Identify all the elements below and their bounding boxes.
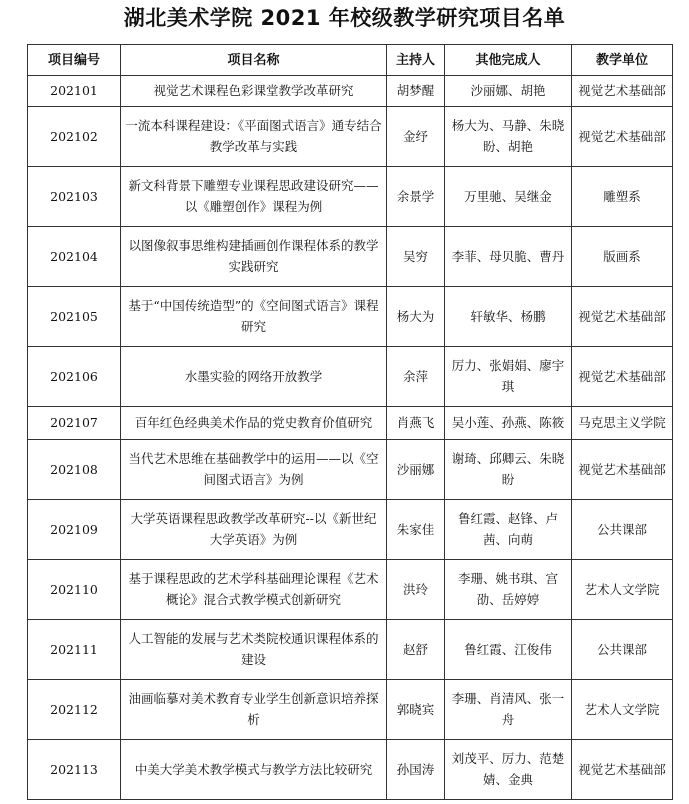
table-row: [28, 106, 673, 166]
project-name: 基于课程思政的艺术学科基础理论课程《艺术概论》混合式教学模式创新研究: [121, 559, 387, 619]
column-header-name: 项目名称: [121, 45, 387, 76]
table-row: [28, 226, 673, 286]
project-members: 沙丽娜、胡艳: [445, 76, 572, 107]
project-host: 郭晓宾: [387, 679, 445, 739]
project-name: 油画临摹对美术教育专业学生创新意识培养探析: [121, 679, 387, 739]
project-code: 202103: [28, 166, 121, 226]
project-code: 202109: [28, 499, 121, 559]
project-name: 当代艺术思维在基础教学中的运用——以《空间图式语言》为例: [121, 439, 387, 499]
project-name: 新文科背景下雕塑专业课程思政建设研究——以《雕塑创作》课程为例: [121, 166, 387, 226]
table-row: [28, 286, 673, 346]
page-title: 湖北美术学院 2021 年校级教学研究项目名单: [123, 6, 566, 30]
project-name: 人工智能的发展与艺术类院校通识课程体系的建设: [121, 619, 387, 679]
project-unit: 视觉艺术基础部: [572, 76, 673, 107]
project-members: 刘茂平、厉力、范楚婧、金典: [445, 739, 572, 799]
project-unit: 艺术人文学院: [572, 679, 673, 739]
table-row: [28, 439, 673, 499]
table-header-row: [28, 45, 673, 76]
project-host: 洪玲: [387, 559, 445, 619]
project-members: 鲁红霞、赵锋、卢茜、向萌: [445, 499, 572, 559]
project-host: 余萍: [387, 346, 445, 406]
project-members: 李菲、母贝脆、曹丹: [445, 226, 572, 286]
project-name: 基于“中国传统造型”的《空间图式语言》课程研究: [121, 286, 387, 346]
project-unit: 视觉艺术基础部: [572, 346, 673, 406]
project-members: 轩敏华、杨鹏: [445, 286, 572, 346]
project-unit: 公共课部: [572, 499, 673, 559]
project-code: 202110: [28, 559, 121, 619]
project-members: 谢琦、邱卿云、朱晓盼: [445, 439, 572, 499]
column-header-members: 其他完成人: [445, 45, 572, 76]
project-unit: 版画系: [572, 226, 673, 286]
project-code: 202105: [28, 286, 121, 346]
column-header-code: 项目编号: [28, 45, 121, 76]
project-name: 水墨实验的网络开放教学: [121, 346, 387, 406]
project-host: 杨大为: [387, 286, 445, 346]
table-row: [28, 619, 673, 679]
project-code: 202108: [28, 439, 121, 499]
project-host: 肖燕飞: [387, 406, 445, 439]
project-members: 杨大为、马静、朱晓盼、胡艳: [445, 106, 572, 166]
table-row: [28, 406, 673, 439]
project-unit: 马克思主义学院: [572, 406, 673, 439]
project-members: 李珊、姚书琪、宫劭、岳婷婷: [445, 559, 572, 619]
project-host: 赵舒: [387, 619, 445, 679]
table-row: [28, 559, 673, 619]
project-name: 中美大学美术教学模式与教学方法比较研究: [121, 739, 387, 799]
project-code: 202112: [28, 679, 121, 739]
project-table: [27, 44, 673, 800]
project-members: 鲁红霞、江俊伟: [445, 619, 572, 679]
project-members: 厉力、张娟娟、廖宇琪: [445, 346, 572, 406]
project-host: 余景学: [387, 166, 445, 226]
project-unit: 视觉艺术基础部: [572, 439, 673, 499]
project-code: 202107: [28, 406, 121, 439]
project-code: 202113: [28, 739, 121, 799]
table-row: [28, 499, 673, 559]
project-host: 金纾: [387, 106, 445, 166]
table-row: [28, 76, 673, 107]
project-host: 朱家佳: [387, 499, 445, 559]
table-row: [28, 166, 673, 226]
project-name: 一流本科课程建设：《平面图式语言》通专结合教学改革与实践: [121, 106, 387, 166]
project-code: 202104: [28, 226, 121, 286]
project-code: 202106: [28, 346, 121, 406]
project-name: 以图像叙事思维构建插画创作课程体系的教学实践研究: [121, 226, 387, 286]
project-host: 胡梦醒: [387, 76, 445, 107]
project-unit: 公共课部: [572, 619, 673, 679]
project-code: 202101: [28, 76, 121, 107]
project-host: 孙国涛: [387, 739, 445, 799]
project-code: 202102: [28, 106, 121, 166]
project-name: 视觉艺术课程色彩课堂教学改革研究: [121, 76, 387, 107]
table-row: [28, 739, 673, 799]
project-host: 沙丽娜: [387, 439, 445, 499]
project-members: 李珊、肖清风、张一舟: [445, 679, 572, 739]
project-name: 大学英语课程思政教学改革研究--以《新世纪大学英语》为例: [121, 499, 387, 559]
project-members: 吴小莲、孙燕、陈筱: [445, 406, 572, 439]
table-row: [28, 679, 673, 739]
project-name: 百年红色经典美术作品的党史教育价值研究: [121, 406, 387, 439]
table-row: [28, 346, 673, 406]
column-header-host: 主持人: [387, 45, 445, 76]
project-code: 202111: [28, 619, 121, 679]
project-unit: 视觉艺术基础部: [572, 106, 673, 166]
project-unit: 艺术人文学院: [572, 559, 673, 619]
project-host: 吴穷: [387, 226, 445, 286]
project-unit: 雕塑系: [572, 166, 673, 226]
project-unit: 视觉艺术基础部: [572, 286, 673, 346]
project-unit: 视觉艺术基础部: [572, 739, 673, 799]
column-header-unit: 教学单位: [572, 45, 673, 76]
project-members: 万里驰、吴继金: [445, 166, 572, 226]
